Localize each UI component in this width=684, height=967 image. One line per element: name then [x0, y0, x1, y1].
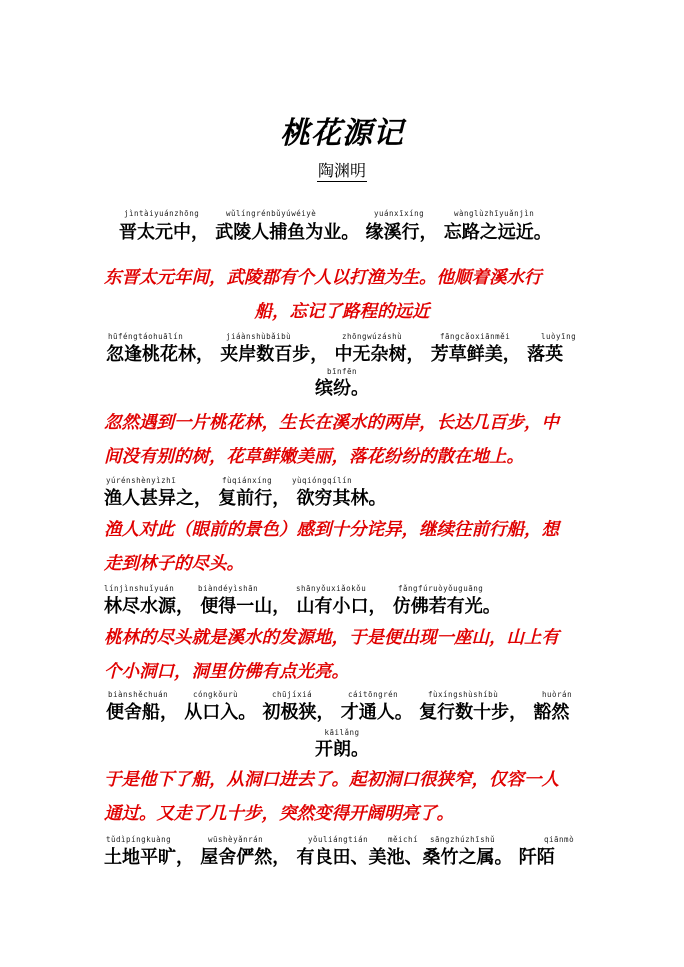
pinyin-annotation: biànshěchuán: [108, 690, 169, 699]
pinyin-annotation: chūjíxiá: [272, 690, 313, 699]
pinyin-annotation: tǔdìpíngkuàng: [106, 835, 172, 844]
translation-line: 个小洞口，洞里仿佛有点光亮。: [104, 662, 349, 682]
translation-line: 船，忘记了路程的远近: [254, 302, 430, 322]
pinyin-annotation: yúrénshènyìzhī: [106, 476, 177, 485]
translation-line: 走到林子的尽头。: [104, 554, 244, 574]
translation-line: 渔人对此（眼前的景色）感到十分诧异，继续往前行船，想: [104, 520, 559, 540]
pinyin-annotation: línjìnshuǐyuán: [104, 584, 175, 593]
pinyin-annotation: cáitōngrén: [348, 690, 399, 699]
original-text-line: 忽逢桃花林， 夹岸数百步， 中无杂树， 芳草鲜美， 落英: [106, 344, 564, 365]
pinyin-annotation: huòrán: [542, 690, 573, 699]
pinyin-annotation: yùqióngqílín: [292, 476, 353, 485]
pinyin-annotation: shānyǒuxiǎokǒu: [296, 584, 367, 593]
pinyin-annotation: zhōngwúzáshù: [342, 332, 403, 341]
original-text-line: 开朗。: [315, 739, 369, 760]
pinyin-annotation: fùxíngshùshíbù: [428, 690, 499, 699]
pinyin-annotation: bīnfēn: [326, 367, 358, 376]
original-text-line: 渔人甚异之， 复前行， 欲穷其林。: [104, 488, 387, 509]
pinyin-annotation: cóngkǒurù: [193, 690, 239, 699]
page-title: 桃花源记: [280, 116, 404, 151]
pinyin-annotation: wǔlíngrénbǔyúwéiyè: [226, 209, 317, 218]
original-text-line: 便舍船， 从口入。 初极狭， 才通人。 复行数十步， 豁然: [106, 702, 570, 723]
author-label: 陶渊明: [317, 161, 366, 180]
original-text-line: 土地平旷， 屋舍俨然， 有良田、美池、桑竹之属。 阡陌: [104, 847, 555, 868]
author-name: [0, 158, 684, 181]
pinyin-annotation: biàndéyìshān: [198, 584, 259, 593]
original-text-line: 晋太元中， 武陵人捕鱼为业。 缘溪行， 忘路之远近。: [119, 222, 552, 243]
pinyin-annotation: wūshèyǎnrán: [208, 835, 264, 844]
translation-line: 间没有别的树，花草鲜嫩美丽，落花纷纷的散在地上。: [104, 447, 524, 467]
pinyin-annotation: yuánxīxíng: [374, 209, 425, 218]
pinyin-annotation: měichí: [388, 835, 419, 844]
pinyin-annotation: yǒuliángtián: [308, 835, 369, 844]
translation-line: 桃林的尽头就是溪水的发源地，于是便出现一座山，山上有: [104, 628, 559, 648]
translation-line: 东晋太元年间，武陵郡有个人以打渔为生。他顺着溪水行: [104, 268, 542, 288]
pinyin-annotation: qiānmò: [544, 835, 575, 844]
original-text-line: 缤纷。: [315, 378, 369, 399]
pinyin-annotation: luòyīng: [541, 332, 577, 341]
pinyin-annotation: hūféngtáohuālín: [108, 332, 184, 341]
pinyin-annotation: fāngcǎoxiānměi: [440, 332, 511, 341]
pinyin-annotation: sāngzhúzhīshǔ: [430, 835, 496, 844]
original-text-line: 林尽水源， 便得一山， 山有小口， 仿佛若有光。: [104, 596, 501, 617]
pinyin-annotation: wànglùzhīyuǎnjìn: [454, 209, 535, 218]
pinyin-annotation: jiáànshùbǎibù: [226, 332, 292, 341]
translation-line: 通过。又走了几十步，突然变得开阔明亮了。: [104, 804, 454, 824]
translation-line: 于是他下了船，从洞口进去了。起初洞口很狭窄，仅容一人: [104, 770, 559, 790]
translation-line: 忽然遇到一片桃花林，生长在溪水的两岸，长达几百步，中: [104, 413, 559, 433]
pinyin-annotation: kāilǎng: [324, 728, 360, 737]
pinyin-annotation: fǎngfúruòyǒuguāng: [398, 584, 484, 593]
pinyin-annotation: jìntàiyuánzhōng: [124, 209, 200, 218]
pinyin-annotation: fùqiánxíng: [222, 476, 273, 485]
